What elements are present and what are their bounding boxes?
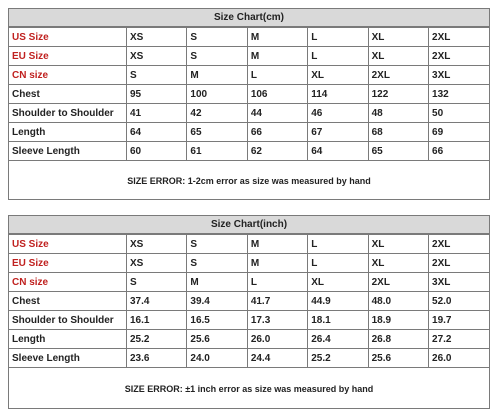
table-row — [9, 273, 489, 292]
table-cell: 65 — [368, 142, 428, 161]
table-cell: M — [187, 273, 247, 292]
table-cell: L — [247, 66, 307, 85]
table-cell: 48 — [368, 104, 428, 123]
table-cell: 24.0 — [187, 349, 247, 368]
table-cell: 41 — [127, 104, 187, 123]
table-cell: 122 — [368, 85, 428, 104]
row-label-cn-size: CN size — [9, 66, 127, 85]
table-cell: 26.0 — [247, 330, 307, 349]
table-cell: L — [247, 273, 307, 292]
table-cell: 19.7 — [429, 311, 489, 330]
table-cell: XL — [308, 273, 368, 292]
table-cell: S — [187, 28, 247, 47]
table-cell: 50 — [429, 104, 489, 123]
table-cell: 46 — [308, 104, 368, 123]
table-cell: 16.5 — [187, 311, 247, 330]
table-cell: XL — [308, 66, 368, 85]
table-cell: XS — [127, 28, 187, 47]
size-error-note-cm: SIZE ERROR: 1-2cm error as size was measured by hand — [127, 176, 371, 186]
table-cell: 44 — [247, 104, 307, 123]
table-cell: 95 — [127, 85, 187, 104]
table-cell: M — [247, 47, 307, 66]
table-cell: 62 — [247, 142, 307, 161]
table-cell: 24.4 — [247, 349, 307, 368]
table-cell: XS — [127, 254, 187, 273]
table-cell: 114 — [308, 85, 368, 104]
table-cell: 44.9 — [308, 292, 368, 311]
table-row — [9, 254, 489, 273]
table-row — [9, 28, 489, 47]
table-cell: L — [308, 254, 368, 273]
table-cell: 26.4 — [308, 330, 368, 349]
table-cell: S — [187, 47, 247, 66]
table-cell: M — [247, 235, 307, 254]
table-row — [9, 235, 489, 254]
table-cell: 132 — [429, 85, 489, 104]
table-cell: XS — [127, 47, 187, 66]
table-cell: S — [187, 254, 247, 273]
table-row — [9, 123, 489, 142]
table-row — [9, 104, 489, 123]
table-cell: 2XL — [429, 235, 489, 254]
table-cell: 2XL — [429, 47, 489, 66]
table-cell: 65 — [187, 123, 247, 142]
table-cell: 64 — [308, 142, 368, 161]
table-cell: 25.2 — [127, 330, 187, 349]
table-cell: S — [127, 273, 187, 292]
table-cell: 48.0 — [368, 292, 428, 311]
row-label-sleeve-length: Sleeve Length — [9, 142, 127, 161]
table-cell: 16.1 — [127, 311, 187, 330]
table-row — [9, 47, 489, 66]
table-row — [9, 85, 489, 104]
table-cell: 26.8 — [368, 330, 428, 349]
row-label-shoulder: Shoulder to Shoulder — [9, 311, 127, 330]
row-label-chest: Chest — [9, 292, 127, 311]
table-cell: 52.0 — [429, 292, 489, 311]
table-cell: 2XL — [429, 28, 489, 47]
table-cell: 25.6 — [368, 349, 428, 368]
row-label-length: Length — [9, 330, 127, 349]
table-cell: 37.4 — [127, 292, 187, 311]
table-row — [9, 292, 489, 311]
table-cell: 39.4 — [187, 292, 247, 311]
table-cell: M — [187, 66, 247, 85]
table-cell: 67 — [308, 123, 368, 142]
table-cell: 106 — [247, 85, 307, 104]
row-label-eu-size: EU Size — [9, 254, 127, 273]
table-cell: 66 — [429, 142, 489, 161]
table-cell: S — [127, 66, 187, 85]
row-label-us-size: US Size — [9, 235, 127, 254]
table-cell: 69 — [429, 123, 489, 142]
table-cell: 3XL — [429, 66, 489, 85]
table-cell: M — [247, 28, 307, 47]
table-cell: 100 — [187, 85, 247, 104]
table-cell: 17.3 — [247, 311, 307, 330]
table-cell: 68 — [368, 123, 428, 142]
table-cell: 41.7 — [247, 292, 307, 311]
table-row — [9, 66, 489, 85]
size-chart-cm-table — [9, 27, 489, 161]
table-cell: 18.1 — [308, 311, 368, 330]
row-label-sleeve-length: Sleeve Length — [9, 349, 127, 368]
table-cell: L — [308, 28, 368, 47]
table-cell: XL — [368, 28, 428, 47]
table-cell: M — [247, 254, 307, 273]
table-cell: 66 — [247, 123, 307, 142]
table-cell: XL — [368, 47, 428, 66]
table-cell: XL — [368, 235, 428, 254]
table-cell: 23.6 — [127, 349, 187, 368]
table-cell: 2XL — [368, 273, 428, 292]
table-cell: 25.2 — [308, 349, 368, 368]
size-chart-inch-table — [9, 234, 489, 368]
row-label-shoulder: Shoulder to Shoulder — [9, 104, 127, 123]
table-cell: 26.0 — [429, 349, 489, 368]
table-cell: S — [187, 235, 247, 254]
table-cell: 27.2 — [429, 330, 489, 349]
size-error-note-inch: SIZE ERROR: ±1 inch error as size was measured by hand — [124, 384, 374, 394]
table-row — [9, 349, 489, 368]
size-chart-cm-title: Size Chart(cm) — [9, 9, 489, 27]
row-label-chest: Chest — [9, 85, 127, 104]
table-cell: 2XL — [429, 254, 489, 273]
table-cell: 64 — [127, 123, 187, 142]
row-label-length: Length — [9, 123, 127, 142]
table-cell: L — [308, 47, 368, 66]
row-label-us-size: US Size — [9, 28, 127, 47]
table-cell: L — [308, 235, 368, 254]
row-label-eu-size: EU Size — [9, 47, 127, 66]
table-cell: 60 — [127, 142, 187, 161]
table-cell: 18.9 — [368, 311, 428, 330]
size-chart-cm — [8, 8, 490, 200]
table-cell: 61 — [187, 142, 247, 161]
table-cell: 25.6 — [187, 330, 247, 349]
table-cell: 42 — [187, 104, 247, 123]
table-row — [9, 330, 489, 349]
row-label-cn-size: CN size — [9, 273, 127, 292]
table-cell: XL — [368, 254, 428, 273]
table-cell: XS — [127, 235, 187, 254]
size-chart-inch — [8, 215, 490, 409]
size-chart-inch-title: Size Chart(inch) — [9, 216, 489, 234]
table-row — [9, 142, 489, 161]
table-cell: 2XL — [368, 66, 428, 85]
table-row — [9, 311, 489, 330]
table-cell: 3XL — [429, 273, 489, 292]
